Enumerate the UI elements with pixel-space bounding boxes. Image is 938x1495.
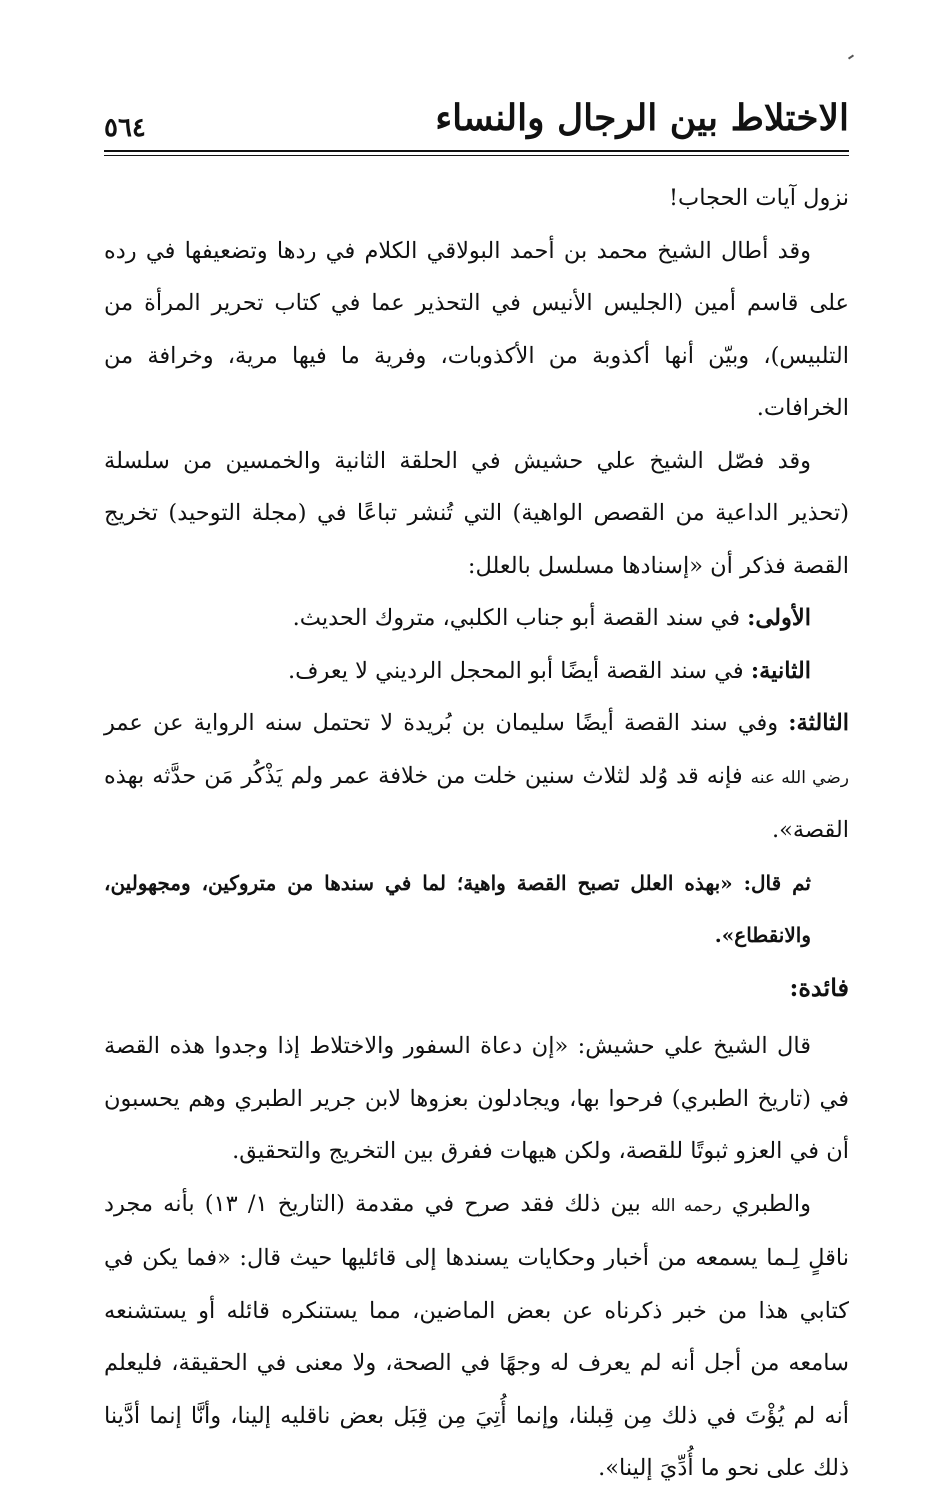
list-item-2-term: الثانية: [750,657,811,684]
scan-mark [848,54,854,59]
paragraph-6-start: والطبري [721,1190,811,1217]
paragraph-6 [104,1178,849,1495]
list-item-1-text: في سند القصة أبو جناب الكلبي، متروك الحديث. [292,605,748,631]
paragraph-1: نزول آيات الحجاب! [669,185,849,211]
header-rule-thin [104,155,849,156]
section-heading-faida: فائدة: [789,972,849,1002]
list-item-3-text: وفي سند القصة أيضًا سليمان بن بُريدة لا تحتمل سنه الرواية عن عمر [104,710,789,736]
paragraph-4: ثم قال: «بهذه العلل تصبح القصة واهية؛ لما في سندها من متروكين، ومجهولين، والانقطاع». [104,870,811,947]
page-number: ٥٦٤ [104,113,146,143]
header-rule [104,150,849,152]
list-item-1 [104,592,849,645]
list-item-3 [104,697,849,857]
page-header [104,92,849,154]
paragraph-5: قال الشيخ علي حشيش: «إن دعاة السفور والاختلاط إذا وجدوا هذه القصة في (تاريخ الطبري) فرحوا بها، ويجادلون بعزوها لابن جرير الطبري وهم يحسبون أن في العزو ثبوتًا للقصة، ولكن هيهات ففرق بين التخريج والتحقيق. [104,1033,849,1164]
list-item-1-term: الأولى: [747,605,811,631]
running-title: الاختلاط بين الرجال والنساء [435,97,849,139]
page-body [104,172,849,1495]
list-item-2 [104,645,849,698]
list-item-3-continuation: فإنه قد وُلد لثلاث سنين خلت من خلافة عمر ولم يَذْكُر مَن حدَّثه بهذه القصة». [104,762,849,843]
list-item-2-text: في سند القصة أيضًا أبو المحجل الرديني لا يعرف. [288,657,751,684]
paragraph-3: وقد فصّل الشيخ علي حشيش في الحلقة الثانية والخمسين من سلسلة (تحذير الداعية من القصص الواهية) التي تُنشر تباعًا في (مجلة التوحيد) تخريج القصة فذكر أن «إسنادها مسلسل بالعلل: [104,447,849,579]
honorific-mark: رضي الله عنه [750,767,849,788]
paragraph-2: وقد أطال الشيخ محمد بن أحمد البولاقي الكلام في ردها وتضعيفها في رده على قاسم أمين (الجليس الأنيس في التحذير عما في كتاب تحرير المرأة من التلبيس)، وبيّن أنها أكذوبة من الأكذوبات، وفرية ما فيها مرية، وخرافة من الخرافات. [104,237,849,421]
list-item-3-term: الثالثة: [788,710,849,736]
paragraph-6-rest: بين ذلك فقد صرح في مقدمة (التاريخ ١/ ١٣) بأنه مجرد ناقلٍ لِـما يسمعه من أخبار وحكايات يسندها إلى قائليها حيث قال: «فما يكن في كتابي هذا من خبر ذكرناه عن بعض الماضين، مما يستنكره قائله أو يستشنعه سامعه من أجل أنه لم يعرف له وجهًا في الصحة، ولا معنى في الحقيقة، فليعلم أنه لم يُؤْتَ في ذلك مِن قِبلنا، وإنما أُتِيَ مِن قِبَل بعض ناقليه إلينا، وأنَّا إنما أدَّينا ذلك على نحو ما أُدِّيَ إلينا». [104,1190,849,1481]
honorific-mark-tabari: رحمه الله [650,1195,722,1216]
